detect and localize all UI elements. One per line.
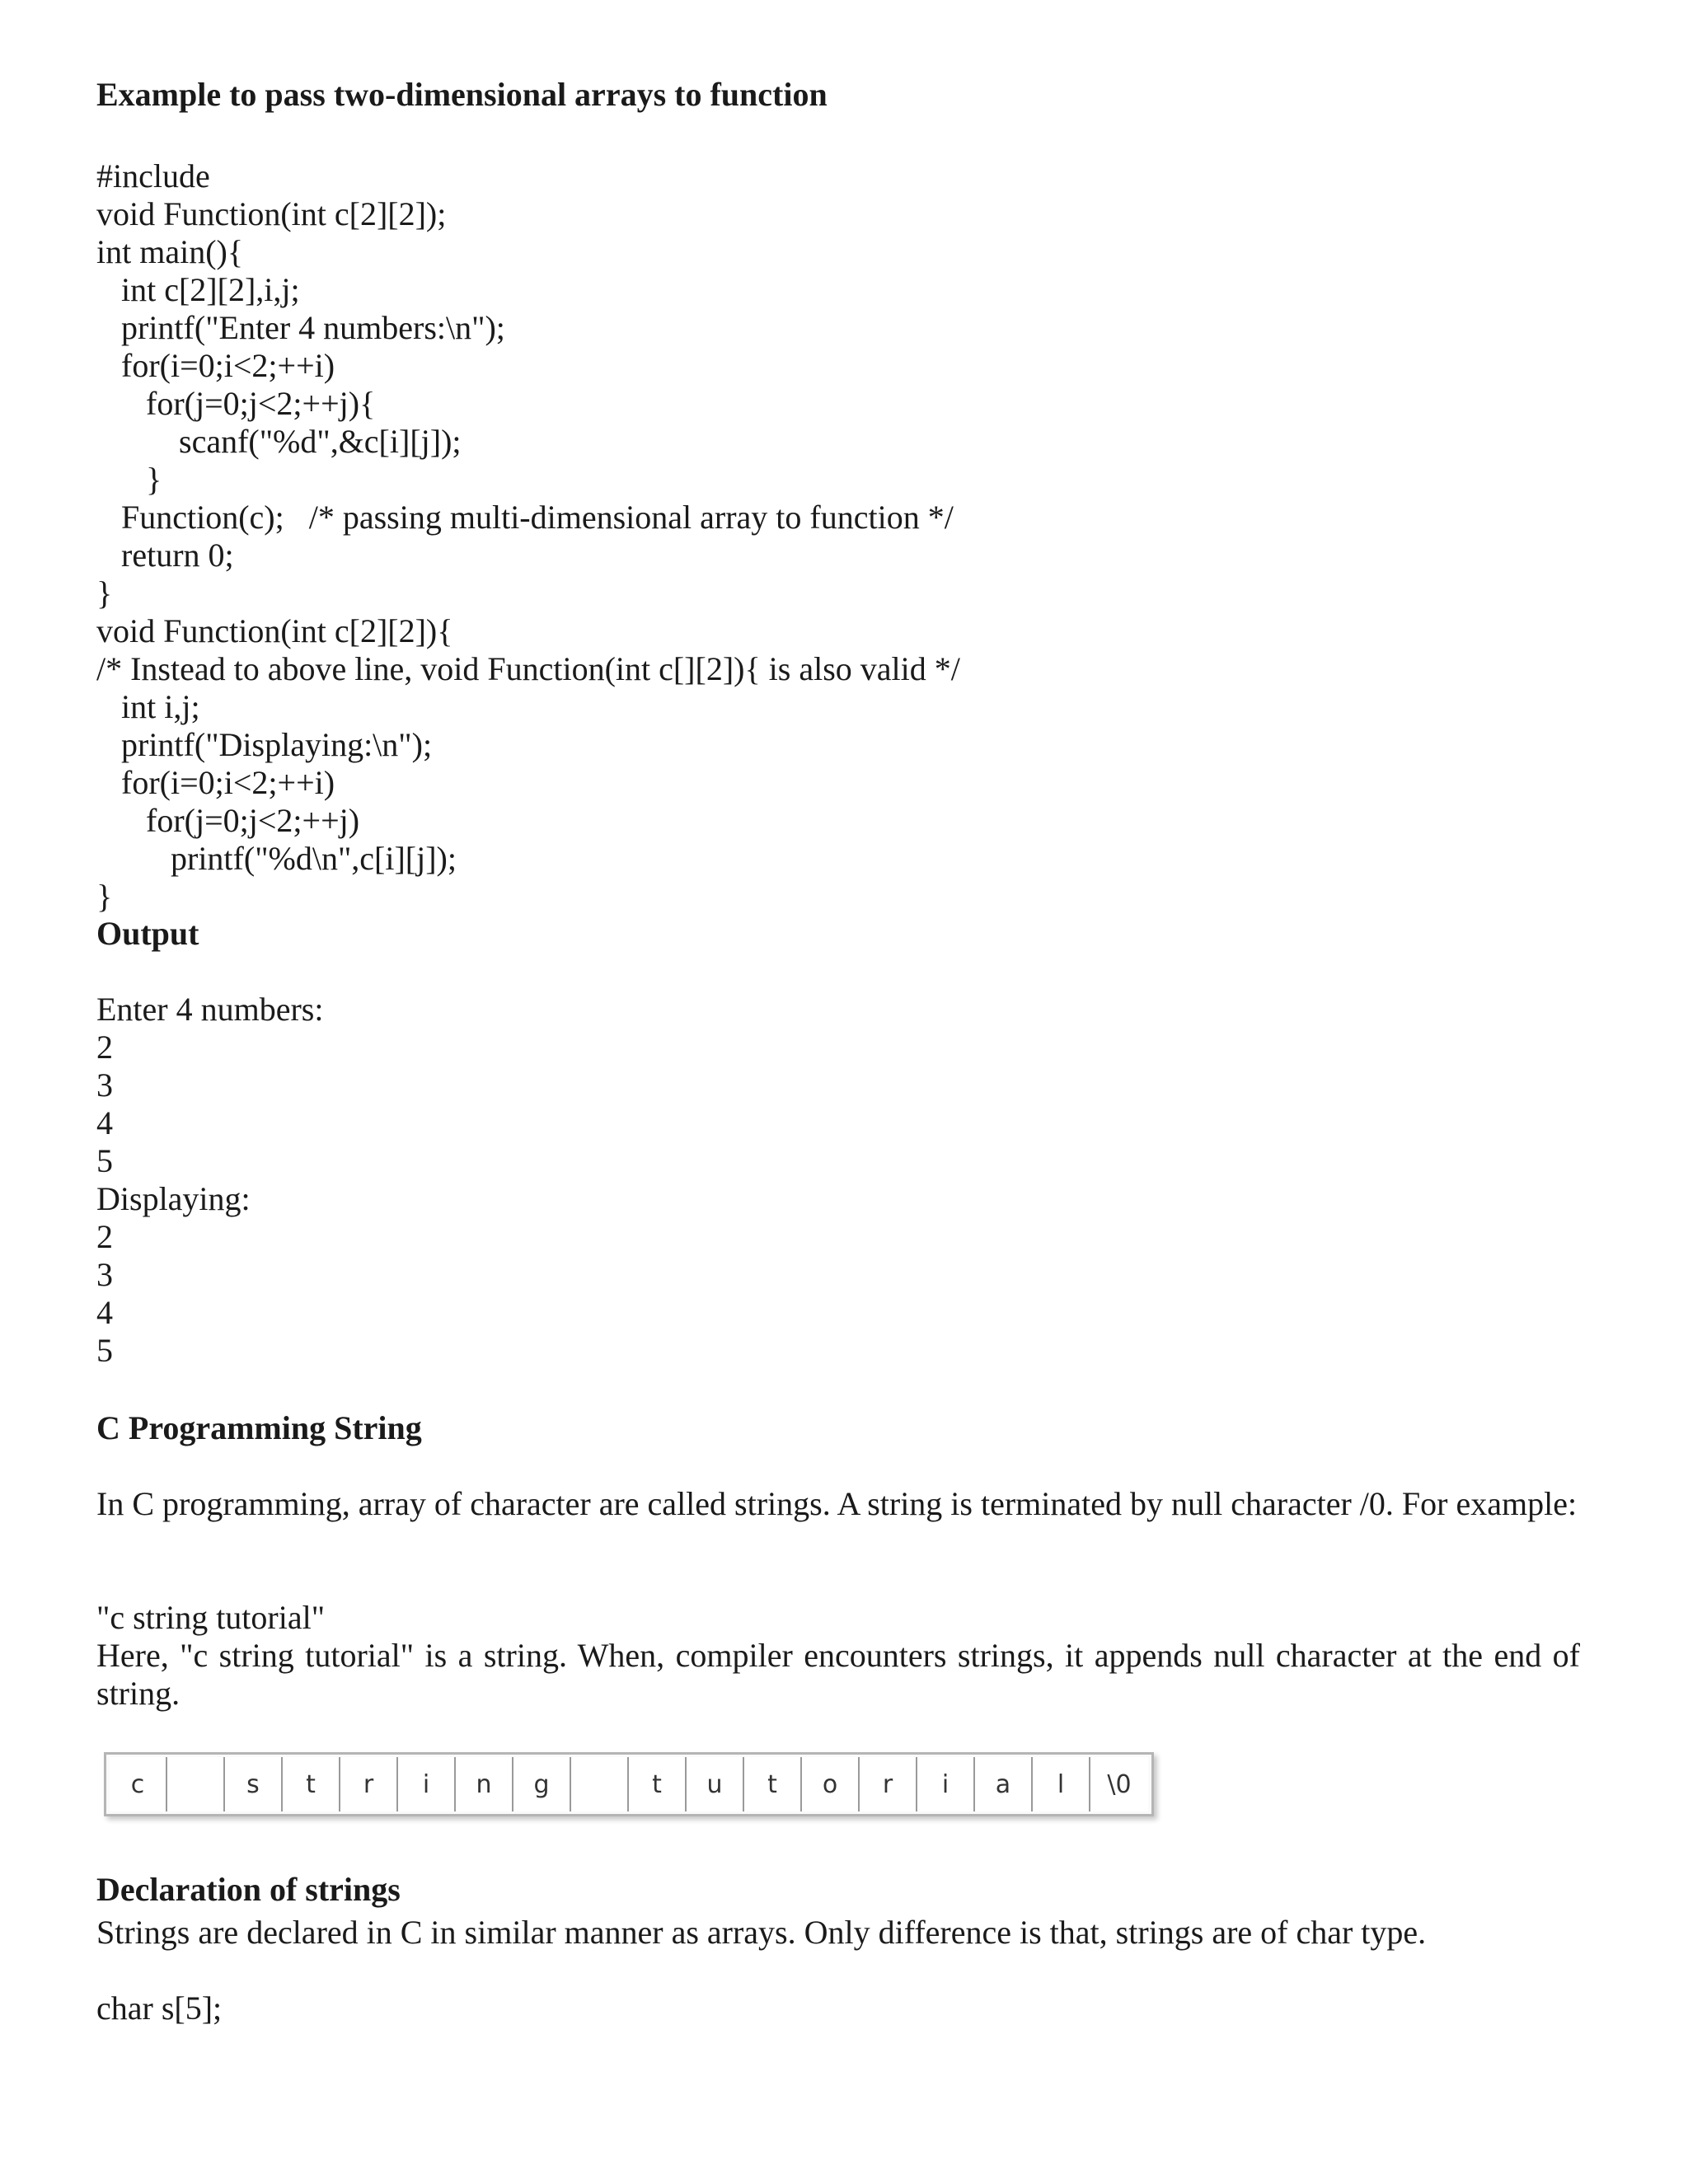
heading-output: Output	[96, 915, 199, 952]
string-cell	[167, 1757, 225, 1811]
heading-declaration: Declaration of strings	[96, 1871, 401, 1908]
output-line: 2	[96, 1218, 113, 1255]
output-line: 3	[96, 1066, 113, 1104]
paragraph-intro: In C programming, array of character are called strings. A string is terminated by null character /0. For example:	[96, 1485, 1578, 1522]
code-line: for(j=0;j<2;++j){	[96, 385, 376, 422]
string-cell: t	[629, 1757, 687, 1811]
string-cell: l	[1033, 1757, 1090, 1811]
output-line: 5	[96, 1142, 113, 1179]
output-line: Enter 4 numbers:	[96, 991, 324, 1028]
string-cell: o	[802, 1757, 860, 1811]
output-line: 3	[96, 1256, 113, 1293]
code-line: void Function(int c[2][2]){	[96, 612, 453, 649]
code-line: int main(){	[96, 233, 244, 270]
string-cell: a	[975, 1757, 1033, 1811]
string-cell: r	[340, 1757, 398, 1811]
code-line: #include	[96, 157, 210, 194]
code-declaration: char s[5];	[96, 1990, 223, 2027]
code-line: /* Instead to above line, void Function(int c[][2]){ is also valid */	[96, 650, 960, 687]
heading-example: Example to pass two-dimensional arrays to function	[96, 76, 828, 113]
output-line: 4	[96, 1104, 113, 1141]
code-line: printf("%d\n",c[i][j]);	[96, 840, 457, 877]
string-cell: i	[917, 1757, 975, 1811]
code-line: return 0;	[96, 537, 234, 574]
code-line: for(i=0;i<2;++i)	[96, 764, 335, 801]
code-line: }	[96, 574, 113, 612]
code-line: for(i=0;i<2;++i)	[96, 347, 335, 384]
code-line: printf("Enter 4 numbers:\n");	[96, 309, 505, 346]
output-line: 4	[96, 1294, 113, 1331]
code-line: for(j=0;j<2;++j)	[96, 802, 360, 839]
string-array-diagram	[104, 1752, 1154, 1816]
string-cell: u	[687, 1757, 744, 1811]
string-cell: g	[513, 1757, 571, 1811]
string-cell: s	[225, 1757, 283, 1811]
paragraph-here: Here, "c string tutorial" is a string. When, compiler encounters strings, it appends null character at the end of string.	[96, 1637, 1580, 1712]
code-line: scanf("%d",&c[i][j]);	[96, 423, 462, 460]
output-line: Displaying:	[96, 1180, 251, 1217]
code-line: Function(c); /* passing multi-dimensional array to function */	[96, 499, 954, 536]
heading-c-programming-string: C Programming String	[96, 1409, 422, 1446]
output-line: 2	[96, 1029, 113, 1066]
code-line: printf("Displaying:\n");	[96, 726, 433, 763]
string-cell: t	[283, 1757, 340, 1811]
code-line: void Function(int c[2][2]);	[96, 195, 447, 232]
code-line: }	[96, 461, 162, 498]
string-cell: \0	[1090, 1757, 1148, 1811]
code-line: int i,j;	[96, 688, 200, 725]
string-cell: i	[398, 1757, 456, 1811]
string-example: "c string tutorial"	[96, 1599, 326, 1636]
string-cell	[571, 1757, 629, 1811]
string-cell: r	[860, 1757, 917, 1811]
code-line: int c[2][2],i,j;	[96, 271, 300, 308]
paragraph-declaration: Strings are declared in C in similar manner as arrays. Only difference is that, strings are of char type.	[96, 1914, 1427, 1951]
string-cell: c	[110, 1757, 167, 1811]
code-line: }	[96, 878, 113, 915]
output-line: 5	[96, 1332, 113, 1369]
string-cell: t	[744, 1757, 802, 1811]
string-cell: n	[456, 1757, 513, 1811]
